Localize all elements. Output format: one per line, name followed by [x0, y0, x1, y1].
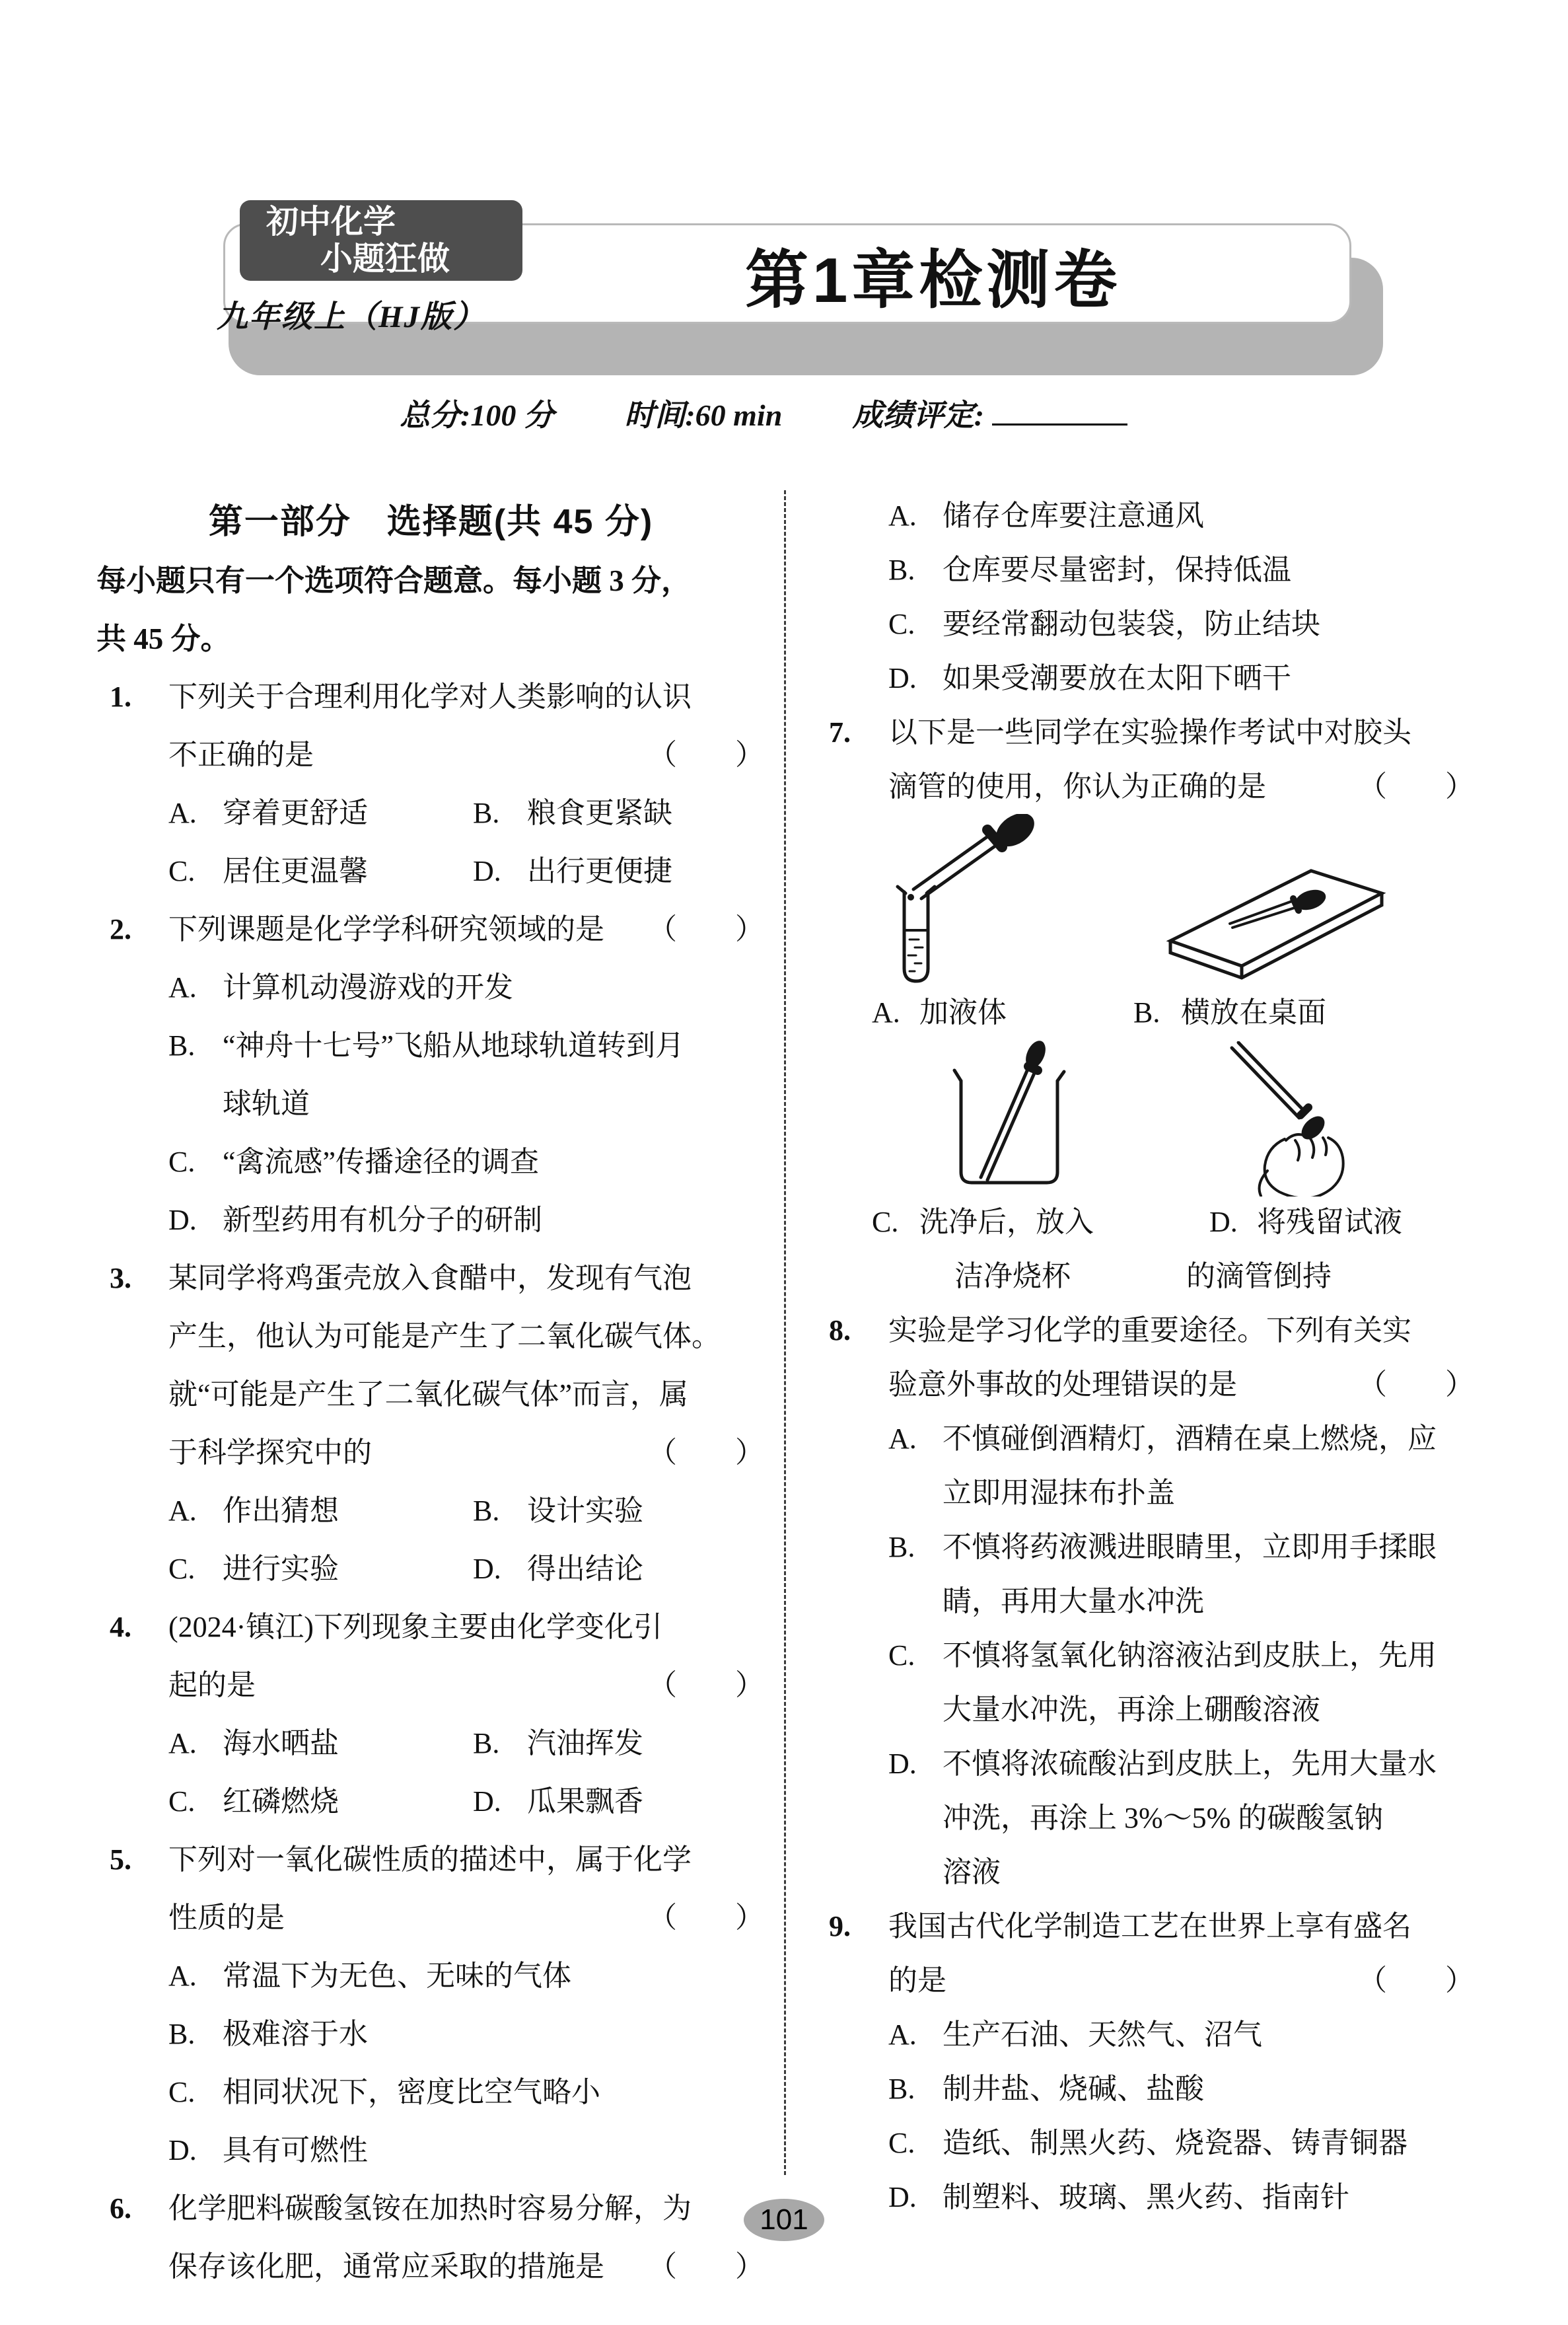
option-row: A. 常温下为无色、无味的气体	[168, 1960, 571, 1992]
option-row: D. 如果受潮要放在太阳下晒干	[888, 662, 1291, 694]
exam-meta	[400, 391, 1127, 435]
time-limit-label: 时间:60 min	[624, 398, 783, 432]
option-row: B. “神舟十七号”飞船从地球轨道转到月	[168, 1029, 685, 1062]
option-row: D. 不慎将浓硫酸沾到皮肤上，先用大量水	[888, 1748, 1437, 1780]
option-row: A. 海水晒盐 B. 汽油挥发	[168, 1727, 643, 1759]
question-number: 1.	[110, 681, 131, 713]
instructions-line: 共 45 分。	[96, 622, 231, 655]
question-number: 8.	[829, 1314, 851, 1347]
question-3-line: 于科学探究中的 （ ）	[92, 1424, 769, 1482]
question-3-line: 就“可能是产生了二氧化碳气体”而言，属	[168, 1378, 689, 1411]
option-row: C. 相同状况下，密度比空气略小	[168, 2076, 600, 2108]
question-1-line: 不正确的是 （ ）	[92, 726, 769, 784]
question-9-line: 的是 （ ）	[829, 1954, 1479, 2008]
column-divider	[784, 490, 786, 2175]
option-row: A. 不慎碰倒酒精灯，酒精在桌上燃烧，应	[888, 1422, 1437, 1455]
option-row: A. 作出猜想 B. 设计实验	[168, 1495, 643, 1527]
figure-row-2	[829, 1040, 1479, 1195]
option-continuation: 冲洗，再涂上 3%～5% 的碳酸氢钠	[943, 1802, 1384, 1834]
answer-bracket: （ ）	[1358, 1368, 1474, 1401]
dropper-on-table-icon	[1162, 862, 1387, 987]
series-badge-line1: 初中化学	[266, 204, 396, 240]
dropper-in-beaker-icon	[941, 1040, 1080, 1195]
figure-caption-row: A. 加液体 B. 横放在桌面	[872, 996, 1326, 1029]
page-title: 第1章检测卷	[745, 245, 1122, 316]
page-number: 101	[744, 2199, 824, 2241]
answer-bracket: （ ）	[1358, 1964, 1474, 1997]
question-number: 7.	[829, 716, 851, 749]
question-4-line: 起的是 （ ）	[92, 1656, 769, 1715]
option-row: C. 进行实验 D. 得出结论	[168, 1553, 643, 1585]
dropper-inverted-in-hand-icon	[1219, 1041, 1364, 1197]
question-9-line: 9. 我国古代化学制造工艺在世界上享有盛名	[829, 1900, 1479, 1954]
series-badge	[240, 200, 522, 281]
grade-label: 成绩评定:	[852, 398, 985, 432]
option-row: B. 极难溶于水	[168, 2018, 368, 2050]
dropper-into-testtube-icon	[875, 814, 1040, 986]
option-continuation: 大量水冲洗，再涂上硼酸溶液	[943, 1693, 1320, 1726]
option-row: B. 仓库要尽量密封，保持低温	[888, 554, 1291, 586]
question-number: 4.	[110, 1611, 131, 1643]
option-row: C. 红磷燃烧 D. 瓜果飘香	[168, 1785, 643, 1818]
question-7-line: 7. 以下是一些同学在实验操作考试中对胶头	[829, 706, 1479, 760]
figure-caption-row: 洁净烧杯 的滴管倒持	[954, 1260, 1332, 1292]
option-row: D. 制塑料、玻璃、黑火药、指南针	[888, 2181, 1349, 2213]
option-row: C. 不慎将氢氧化钠溶液沾到皮肤上，先用	[888, 1639, 1437, 1672]
question-1-line: 1. 下列关于合理利用化学对人类影响的认识	[92, 668, 769, 726]
option-continuation: 睛，再用大量水冲洗	[943, 1585, 1204, 1617]
question-6-line: 保存该化肥，通常应采取的措施是 （ ）	[92, 2238, 769, 2296]
question-number: 3.	[110, 1262, 131, 1294]
question-3-line: 3. 某同学将鸡蛋壳放入食醋中，发现有气泡	[92, 1249, 769, 1308]
option-row: D. 具有可燃性	[168, 2134, 368, 2166]
total-score-label: 总分:100 分	[400, 398, 554, 432]
option-continuation: 立即用湿抹布扑盖	[943, 1477, 1175, 1509]
option-row: C. 居住更温馨 D. 出行更便捷	[168, 855, 672, 887]
question-8-line: 验意外事故的处理错误的是 （ ）	[829, 1358, 1479, 1412]
question-7-line: 滴管的使用，你认为正确的是 （ ）	[829, 760, 1479, 814]
answer-bracket: （ ）	[648, 1669, 764, 1701]
option-continuation: 溶液	[943, 1856, 1001, 1888]
question-number: 6.	[110, 2192, 131, 2225]
option-row: B. 制井盐、烧碱、盐酸	[888, 2073, 1204, 2105]
option-row: A. 穿着更舒适 B. 粮食更紧缺	[168, 797, 672, 829]
option-row: A. 生产石油、天然气、沼气	[888, 2018, 1262, 2051]
instructions-line: 每小题只有一个选项符合题意。每小题 3 分，	[96, 564, 692, 597]
answer-bracket: （ ）	[648, 739, 764, 771]
figure-caption-row: C. 洗净后，放入 D. 将残留试液	[872, 1206, 1402, 1238]
option-row: C. “禽流感”传播途径的调查	[168, 1146, 540, 1178]
grade-blank-line	[992, 416, 1127, 425]
question-2-line: 2. 下列课题是化学学科研究领域的是 （ ）	[92, 901, 769, 959]
option-continuation: 球轨道	[223, 1088, 310, 1120]
option-row: C. 造纸、制黑火药、烧瓷器、铸青铜器	[888, 2127, 1408, 2159]
right-column	[829, 489, 1479, 2225]
question-number: 5.	[110, 1843, 131, 1876]
figure-row-1	[829, 814, 1479, 986]
question-4-line: 4. (2024·镇江)下列现象主要由化学变化引	[92, 1598, 769, 1656]
section-title: 第一部分 选择题(共 45 分)	[208, 503, 654, 541]
answer-bracket: （ ）	[648, 2250, 764, 2283]
question-number: 9.	[829, 1910, 851, 1942]
question-3-line: 产生，他认为可能是产生了二氧化碳气体。	[168, 1320, 721, 1352]
option-row: A. 计算机动漫游戏的开发	[168, 971, 513, 1004]
option-row: C. 要经常翻动包装袋，防止结块	[888, 608, 1320, 640]
answer-bracket: （ ）	[1358, 770, 1474, 803]
answer-bracket: （ ）	[648, 1901, 764, 1934]
question-5-line: 性质的是 （ ）	[92, 1889, 769, 1947]
question-5-line: 5. 下列对一氧化碳性质的描述中，属于化学	[92, 1831, 769, 1889]
option-row: D. 新型药用有机分子的研制	[168, 1204, 542, 1236]
answer-bracket: （ ）	[648, 1436, 764, 1469]
question-6-line: 6. 化学肥料碳酸氢铵在加热时容易分解，为	[92, 2180, 769, 2238]
edition-label: 九年级上（HJ版）	[217, 300, 486, 334]
series-badge-line2: 小题狂做	[320, 241, 450, 277]
question-number: 2.	[110, 913, 131, 945]
left-column	[92, 492, 769, 2296]
option-row: A. 储存仓库要注意通风	[888, 499, 1204, 532]
question-8-line: 8. 实验是学习化学的重要途径。下列有关实	[829, 1304, 1479, 1358]
answer-bracket: （ ）	[648, 913, 764, 945]
option-row: B. 不慎将药液溅进眼睛里，立即用手揉眼	[888, 1531, 1437, 1563]
